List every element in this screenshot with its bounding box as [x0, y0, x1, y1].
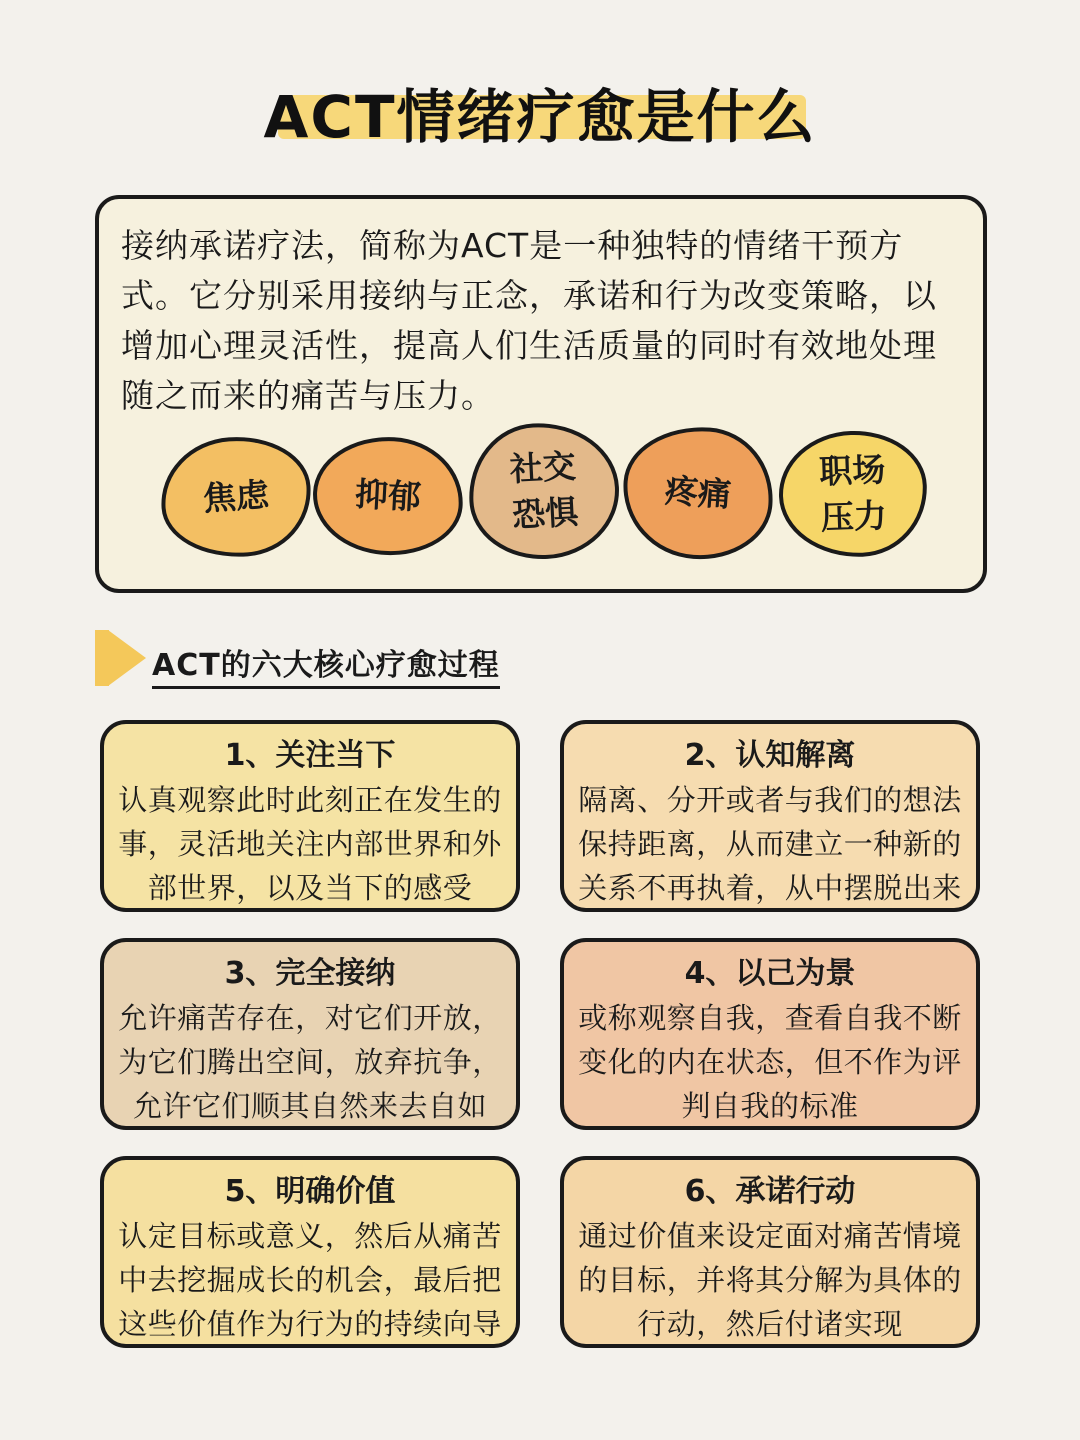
- process-line: 或称观察自我，查看自我不断: [578, 1001, 962, 1035]
- emotion-social-fear: 社交 恐惧: [466, 419, 623, 563]
- process-heading: 2、认知解离: [684, 738, 856, 773]
- process-line: 事，灵活地关注内部世界和外: [118, 827, 502, 861]
- emotion-pain: 疼痛: [619, 422, 778, 564]
- process-line: 隔离、分开或者与我们的想法: [578, 783, 962, 817]
- process-card-acceptance: [100, 938, 520, 1130]
- process-heading: 1、关注当下: [224, 738, 396, 773]
- process-heading: 5、明确价值: [224, 1174, 396, 1209]
- emotion-work-stress: 职场 压力: [777, 428, 929, 559]
- process-line: 认定目标或意义，然后从痛苦: [118, 1219, 502, 1253]
- section-marker-bar: [95, 630, 109, 686]
- process-line: 保持距离，从而建立一种新的: [578, 827, 962, 861]
- page-title: ACT情绪疗愈是什么: [263, 83, 817, 151]
- process-heading: 6、承诺行动: [684, 1174, 856, 1209]
- process-heading: 4、以己为景: [684, 956, 856, 991]
- process-line: 为它们腾出空间，放弃抗争，: [118, 1045, 502, 1079]
- process-card-present-moment: [100, 720, 520, 912]
- process-card-committed-action: [560, 1156, 980, 1348]
- intro-card: [95, 195, 987, 593]
- process-line: 允许它们顺其自然来去自如: [132, 1089, 487, 1123]
- process-line: 中去挖掘成长的机会，最后把: [118, 1263, 502, 1297]
- process-card-self-as-context: [560, 938, 980, 1130]
- process-line: 的目标，并将其分解为具体的: [578, 1263, 962, 1297]
- process-line: 行动，然后付诸实现: [637, 1307, 903, 1341]
- process-card-values: [100, 1156, 520, 1348]
- process-line: 关系不再执着，从中摆脱出来: [578, 871, 962, 905]
- section-marker-arrow: [108, 630, 146, 686]
- process-line: 判自我的标准: [681, 1089, 859, 1123]
- process-heading: 3、完全接纳: [224, 956, 396, 991]
- section-title: ACT的六大核心疗愈过程: [152, 640, 500, 689]
- process-card-defusion: [560, 720, 980, 912]
- process-line: 部世界，以及当下的感受: [147, 871, 473, 905]
- process-line: 通过价值来设定面对痛苦情境: [578, 1219, 962, 1253]
- process-line: 允许痛苦存在，对它们开放，: [118, 1001, 502, 1035]
- emotion-depression: 抑郁: [310, 433, 466, 559]
- intro-text: 接纳承诺疗法，简称为ACT是一种独特的情绪干预方式。它分别采用接纳与正念，承诺和行为改变策略，以增加心理灵活性，提高人们生活质量的同时有效地处理随之而来的痛苦与压力。: [121, 226, 937, 415]
- process-line: 认真观察此时此刻正在发生的: [118, 783, 502, 817]
- process-line: 变化的内在状态，但不作为评: [578, 1045, 962, 1079]
- emotion-anxiety: 焦虑: [157, 432, 315, 562]
- process-line: 这些价值作为行为的持续向导: [118, 1307, 502, 1341]
